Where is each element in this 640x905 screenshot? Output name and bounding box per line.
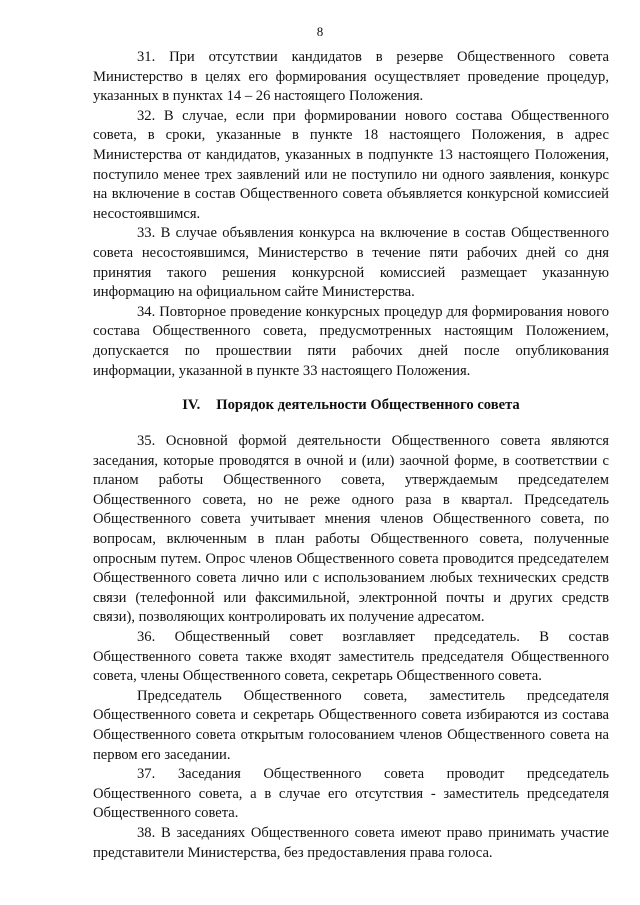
page-number: 8 xyxy=(316,24,324,39)
section-heading xyxy=(93,395,609,415)
document-body xyxy=(93,48,609,863)
paragraph-38: 38. В заседаниях Общественного совета имеют право принимать участие представители Министерства, без предоставления права голоса. xyxy=(93,824,609,861)
section-title: Порядок деятельности Общественного совета xyxy=(216,397,520,414)
paragraph-36: 36. Общественный совет возглавляет председатель. В состав Общественного совета также входят заместитель председателя Общественного совета, члены Общественного совета, секретарь Общественного совета. xyxy=(93,629,609,685)
paragraph-36-continued: Председатель Общественного совета, заместитель председателя Общественного совета и секретарь Общественного совета избираются из состава Общественного совета открытым голосованием членов Общественного совета на первом его заседании. xyxy=(93,687,609,763)
paragraph-33: 33. В случае объявления конкурса на включение в состав Общественного совета несостоявшимся, Министерство в течение пяти рабочих дней со дня принятия такого решения конкурсной комиссией размещает указанную информацию на официальном сайте Министерства. xyxy=(93,225,609,301)
paragraph-34: 34. Повторное проведение конкурсных процедур для формирования нового состава Общественного совета, предусмотренных настоящим Положением, допускается по прошествии пяти рабочих дней после опубликования информации, указанной в пункте 33 настоящего Положения. xyxy=(93,303,609,379)
paragraph-37: 37. Заседания Общественного совета проводит председатель Общественного совета, а в случае его отсутствия - заместитель председателя Общественного совета. xyxy=(93,766,609,822)
paragraph-32: 32. В случае, если при формировании нового состава Общественного совета, в сроки, указанные в пункте 18 настоящего Положения, в адрес Министерства от кандидатов, указанных в подпункте 13 настоящего Положения, поступило менее трех заявлений или не поступило ни одного заявления, конкурс на включение в состав Общественного совета объявляется конкурсной комиссией несостоявшимся. xyxy=(93,107,609,222)
section-number: IV. xyxy=(182,397,201,414)
paragraph-35: 35. Основной формой деятельности Общественного совета являются заседания, которые проводятся в очной и (или) заочной форме, в соответствии с планом работы Общественного совета, утверждаемым председателем Общественного совета, но не реже одного раза в квартал. Председатель Общественного совета учитывает мнения членов Общественного совета, по вопросам, включенным в план работы Общественного совета, полученные опросным путем. Опрос членов Общественного совета проводится председателем Общественного совета лично или с использованием любых технических средств связи (телефонной или факсимильной, электронной почты и других средств связи), позволяющих контролировать их получение адресатом. xyxy=(93,433,609,626)
paragraph-31: 31. При отсутствии кандидатов в резерве Общественного совета Министерство в целях его формирования осуществляет проведение процедур, указанных в пунктах 14 – 26 настоящего Положения. xyxy=(93,49,609,105)
